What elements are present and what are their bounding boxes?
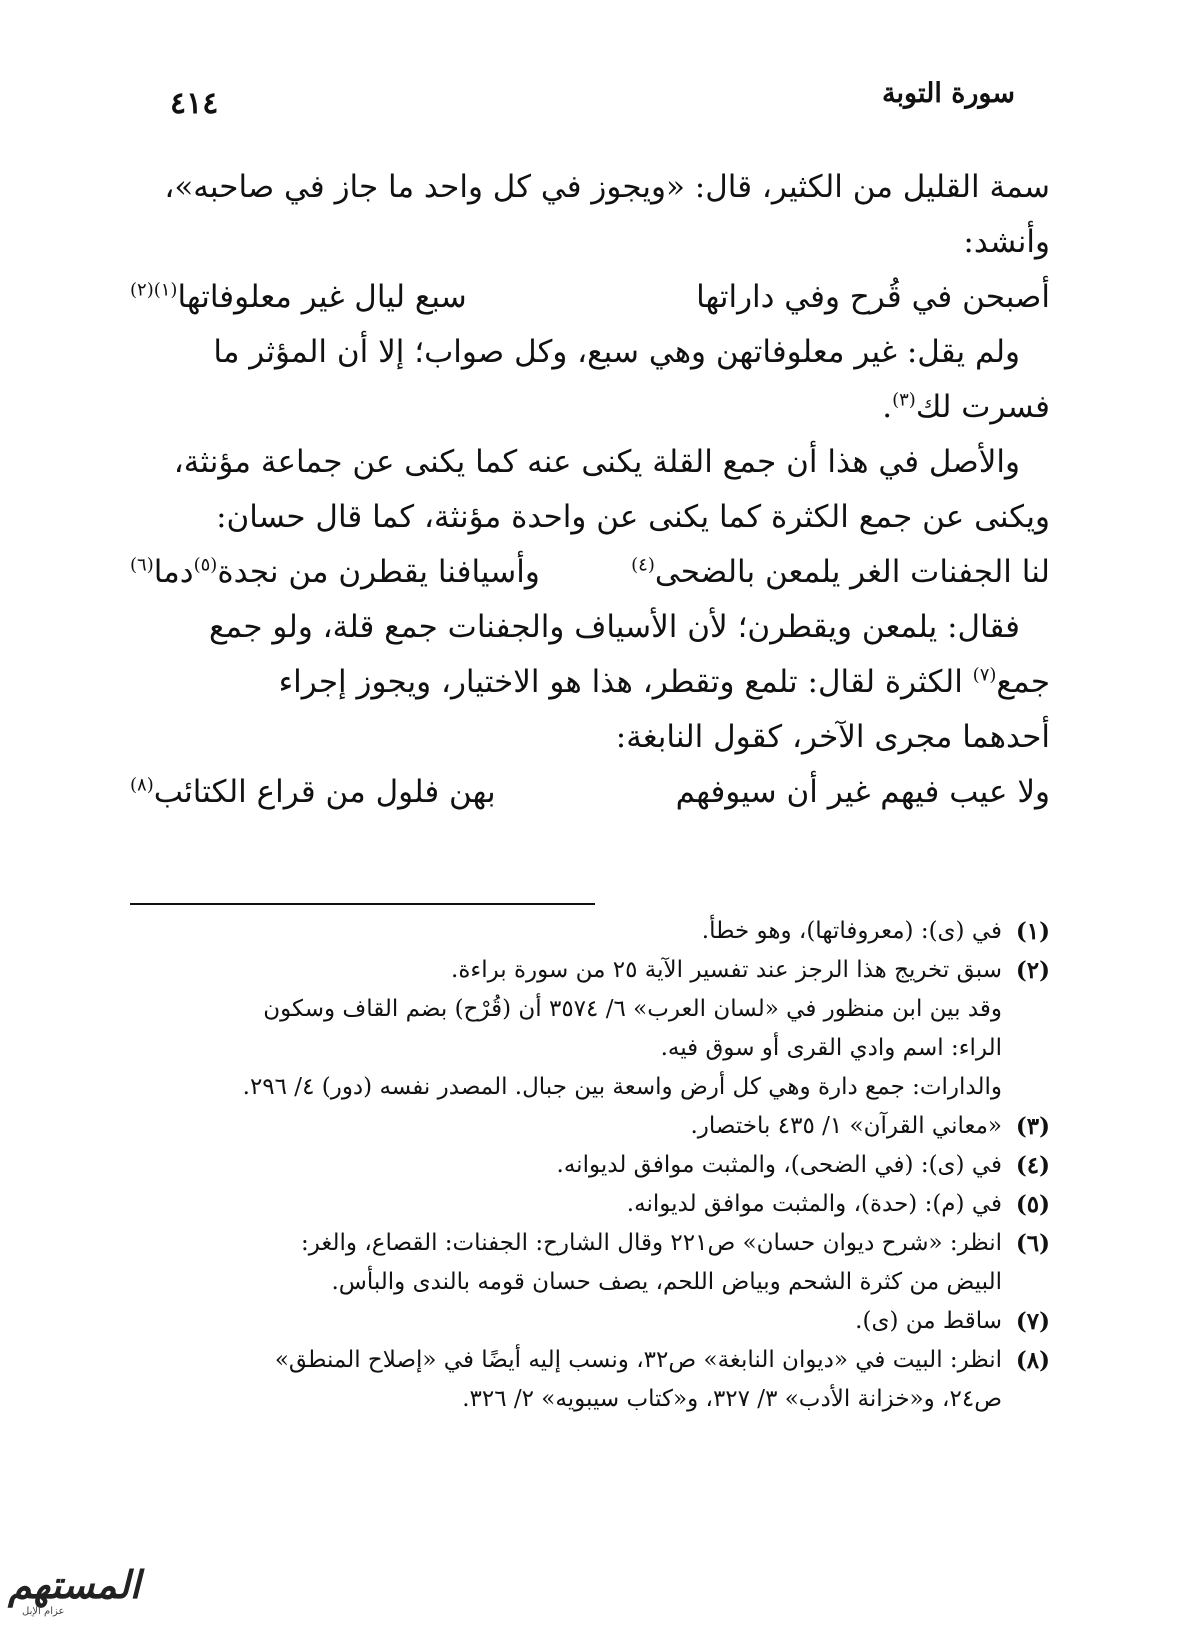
footnote-line: ص٢٤، و«خزانة الأدب» ٣/ ٣٢٧، و«كتاب سيبويه» ٢/ ٣٢٦. — [462, 1386, 1002, 1412]
footnote-line: «معاني القرآن» ١/ ٤٣٥ باختصار. — [690, 1113, 1002, 1139]
verse-2-first-hemistich — [631, 545, 1050, 600]
footnote-ref: (٨) — [130, 774, 154, 796]
verse-2-first-text: لنا الجفنات الغر يلمعن بالضحى — [654, 554, 1050, 590]
footnote-line: في (م): (حدة)، والمثبت موافق لديوانه. — [626, 1191, 1002, 1217]
verse-1 — [130, 270, 1050, 325]
footnote-text — [130, 912, 1002, 951]
footnote-text — [130, 1341, 1002, 1419]
paragraph-2-text: فسرت لك — [915, 389, 1050, 425]
footnote-number: (٥) — [1015, 1191, 1050, 1218]
footnote-number: (٧) — [1015, 1308, 1050, 1335]
footnote-line: وقد بين ابن منظور في «لسان العرب» ٦/ ٣٥٧٤ أن (قُرْح) بضم القاف وسكون — [263, 996, 1002, 1022]
verse-1-first-hemistich: أصبحن في قُرح وفي داراتها — [696, 279, 1050, 315]
footnote-1 — [130, 912, 1050, 951]
logo-subtext: عزام الإبل — [22, 1606, 65, 1617]
footnote-line: انظر: «شرح ديوان حسان» ص٢٢١ وقال الشارح: الجفنات: القصاع، والغر: — [300, 1230, 1002, 1256]
surah-title: سورة التوبة — [882, 78, 1015, 109]
footnote-ref: (٣) — [892, 389, 916, 411]
paragraph-4-line-1: فقال: يلمعن ويقطرن؛ لأن الأسياف والجفنات جمع قلة، ولو جمع — [208, 609, 1020, 645]
footnote-2 — [130, 951, 1050, 1107]
paragraph-1-line-2: وأنشد: — [963, 224, 1050, 260]
footnote-7 — [130, 1302, 1050, 1341]
footnote-6 — [130, 1224, 1050, 1302]
footnote-3 — [130, 1107, 1050, 1146]
verse-2-second-hemistich — [130, 545, 540, 600]
paragraph-2-line-1: ولم يقل: غير معلوفاتهن وهي سبع، وكل صواب؛ إلا أن المؤثر ما — [213, 334, 1020, 370]
paragraph-4-line-3: أحدهما مجرى الآخر، كقول النابغة: — [615, 719, 1050, 755]
footnote-text — [130, 1107, 1002, 1146]
footnote-line: والدارات: جمع دارة وهي كل أرض واسعة بين جبال. المصدر نفسه (دور) ٤/ ٢٩٦. — [242, 1074, 1002, 1100]
footnote-line: انظر: البيت في «ديوان النابغة» ص٣٢، ونسب إليه أيضًا في «إصلاح المنطق» — [274, 1347, 1002, 1373]
paragraph-4-text-a: جمع — [996, 664, 1050, 700]
footnote-text — [130, 1224, 1002, 1302]
footnote-line: في (ى): (معروفاتها)، وهو خطأ. — [701, 918, 1002, 944]
footnote-number: (٨) — [1015, 1347, 1050, 1374]
footnote-line: الراء: اسم وادي القرى أو سوق فيه. — [660, 1035, 1002, 1061]
paragraph-2-line-2: فسرت لك$^{(٣)}$. — [882, 389, 1050, 425]
footnote-number: (٣) — [1015, 1113, 1050, 1140]
footnote-text — [130, 1185, 1002, 1224]
paragraph-1-line-1: سمة القليل من الكثير، قال: «ويجوز في كل واحد ما جاز في صاحبه»، — [164, 169, 1050, 205]
verse-2 — [130, 545, 1050, 600]
publisher-logo — [8, 1562, 158, 1622]
footnote-8 — [130, 1341, 1050, 1419]
paragraph-3-line-2: ويكنى عن جمع الكثرة كما يكنى عن واحدة مؤنثة، كما قال حسان: — [216, 499, 1050, 535]
verse-1-second-text: سبع ليال غير معلوفاتها — [177, 279, 467, 315]
footnote-number: (٦) — [1015, 1230, 1050, 1257]
footnote-line: سبق تخريج هذا الرجز عند تفسير الآية ٢٥ من سورة براءة. — [451, 957, 1002, 983]
footnote-ref: (١)(٢) — [130, 279, 178, 301]
verse-2-second-text-b: دما — [153, 554, 194, 590]
paragraph-4-line-2 — [130, 655, 1050, 710]
footnote-text — [130, 1302, 1002, 1341]
footnote-5 — [130, 1185, 1050, 1224]
main-text — [130, 160, 1050, 820]
verse-3-second-hemistich — [130, 765, 496, 820]
verse-3 — [130, 765, 1050, 820]
verse-3-second-text: بهن فلول من قراع الكتائب — [153, 774, 496, 810]
page-number: ٤١٤ — [170, 86, 219, 121]
footnote-4 — [130, 1146, 1050, 1185]
footnote-ref: (٥) — [193, 554, 218, 576]
footnote-line: في (ى): (في الضحى)، والمثبت موافق لديوانه. — [556, 1152, 1002, 1178]
footnote-line: ساقط من (ى). — [855, 1308, 1002, 1334]
verse-3-first-hemistich: ولا عيب فيهم غير أن سيوفهم — [675, 774, 1050, 810]
page-header — [170, 78, 1015, 128]
paragraph-3-line-1: والأصل في هذا أن جمع القلة يكنى عنه كما يكنى عن جماعة مؤنثة، — [173, 444, 1020, 480]
paragraph-4-text-b: الكثرة لقال: تلمع وتقطر، هذا هو الاختيار، ويجوز إجراء — [278, 664, 973, 700]
footnote-text — [130, 951, 1002, 1107]
footnote-ref: (٦) — [130, 554, 154, 576]
footnote-number: (٢) — [1015, 957, 1050, 984]
footnotes — [130, 912, 1050, 1419]
verse-1-second-hemistich — [130, 270, 467, 325]
footnote-ref: (٧) — [972, 664, 997, 686]
footnote-number: (١) — [1015, 918, 1050, 945]
footnote-divider — [130, 903, 595, 905]
logo-wordmark: المستهم — [8, 1562, 141, 1607]
footnote-number: (٤) — [1015, 1152, 1050, 1179]
footnote-line: البيض من كثرة الشحم وبياض اللحم، يصف حسان قومه بالندى والبأس. — [331, 1269, 1002, 1295]
footnote-ref: (٤) — [631, 554, 655, 576]
verse-2-second-text-a: وأسيافنا يقطرن من نجدة — [217, 554, 540, 590]
footnote-text — [130, 1146, 1002, 1185]
